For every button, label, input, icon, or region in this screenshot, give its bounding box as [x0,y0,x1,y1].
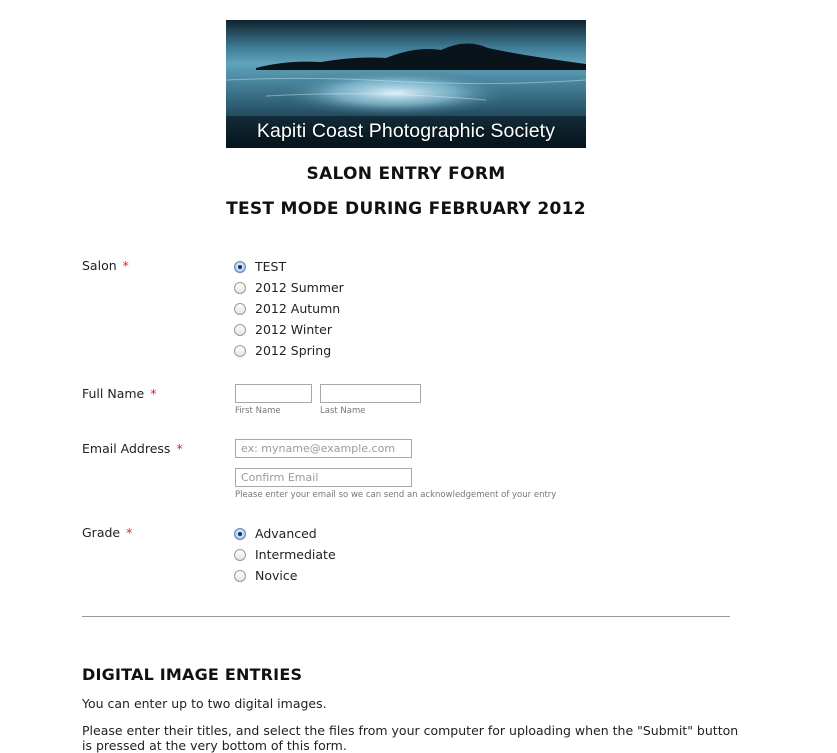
radio-icon[interactable] [234,303,246,315]
salon-option-winter[interactable] [234,319,344,340]
salon-option-spring[interactable] [234,340,344,361]
email-label-text: Email Address [82,441,171,456]
required-marker: * [122,258,129,273]
required-marker: * [150,386,157,401]
grade-label-text: Grade [82,525,121,540]
radio-icon[interactable] [234,570,246,582]
grade-option-label: Novice [255,568,298,583]
salon-label [82,258,129,273]
grade-option-label: Advanced [255,526,317,541]
email-label [82,441,183,456]
email-hint: Please enter your email so we can send an acknowledgement of your entry [235,490,557,500]
email-input[interactable] [235,439,412,458]
banner-caption: Kapiti Coast Photographic Society [256,120,556,142]
society-banner [226,20,586,148]
salon-option-label: 2012 Spring [255,343,332,358]
digital-entries-heading: DIGITAL IMAGE ENTRIES [82,665,303,684]
last-name-sublabel: Last Name [320,406,366,416]
required-marker: * [176,441,183,456]
salon-option-autumn[interactable] [234,298,344,319]
radio-selected-icon[interactable] [234,528,246,540]
grade-option-intermediate[interactable] [234,544,336,565]
digital-intro-text: You can enter up to two digital images. [82,696,327,711]
salon-option-summer[interactable] [234,277,344,298]
salon-option-test[interactable] [234,256,344,277]
radio-selected-icon[interactable] [234,261,246,273]
radio-icon[interactable] [234,324,246,336]
confirm-email-input[interactable] [235,468,412,487]
radio-icon[interactable] [234,282,246,294]
salon-option-label: TEST [255,259,287,274]
full-name-label-text: Full Name [82,386,145,401]
digital-instructions-text: Please enter their titles, and select the files from your computer for uploading when the "Submit" button is pressed at the very bottom of this form. [82,723,739,753]
salon-option-label: 2012 Summer [255,280,344,295]
salon-option-label: 2012 Autumn [255,301,341,316]
last-name-input[interactable] [320,384,421,403]
radio-icon[interactable] [234,549,246,561]
radio-icon[interactable] [234,345,246,357]
salon-label-text: Salon [82,258,117,273]
grade-option-label: Intermediate [255,547,336,562]
grade-label [82,525,132,540]
first-name-sublabel: First Name [235,406,281,416]
salon-option-label: 2012 Winter [255,322,332,337]
first-name-input[interactable] [235,384,312,403]
grade-option-advanced[interactable] [234,523,336,544]
form-title: SALON ENTRY FORM [306,164,506,184]
form-subtitle: TEST MODE DURING FEBRUARY 2012 [226,199,586,219]
grade-radio-group [234,523,336,586]
salon-radio-group [234,256,344,361]
required-marker: * [126,525,133,540]
section-divider [82,616,730,617]
full-name-label [82,386,156,401]
grade-option-novice[interactable] [234,565,336,586]
